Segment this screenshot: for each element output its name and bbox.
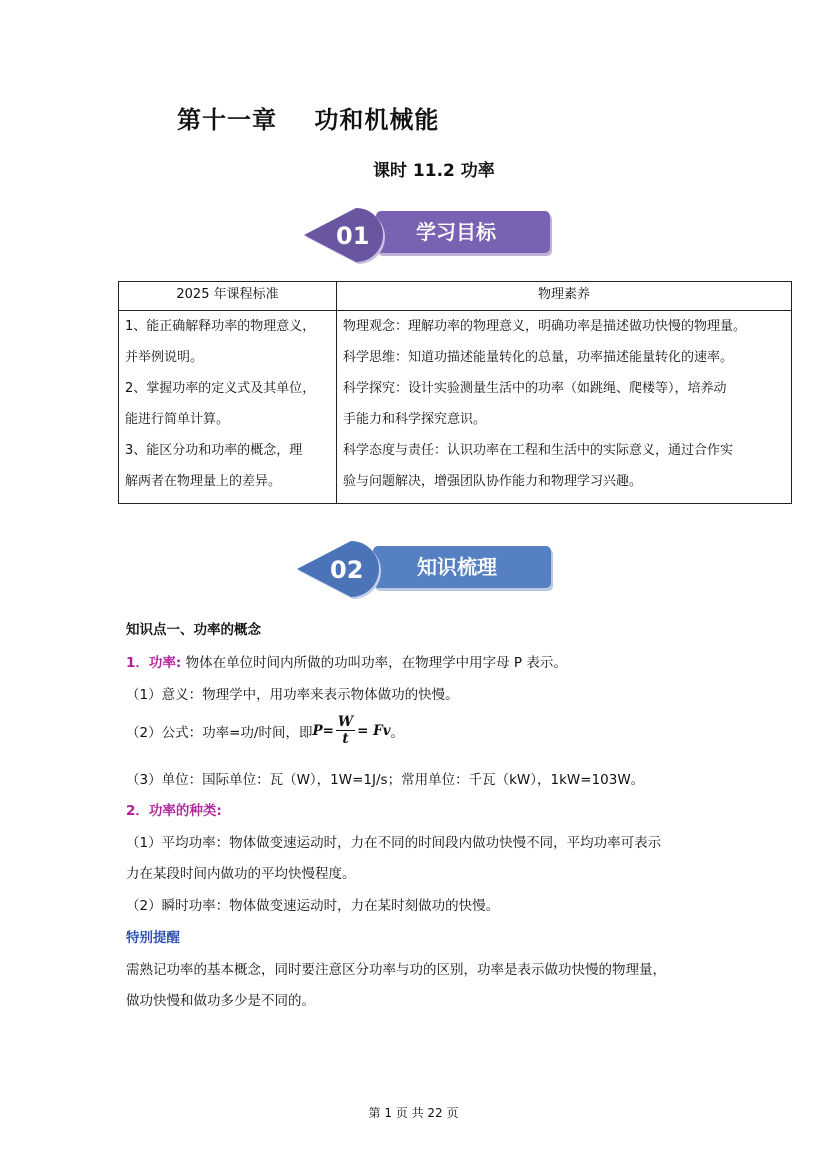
- section-number-02: 02: [330, 556, 364, 584]
- formula-denominator: t: [342, 731, 349, 747]
- avg-power-line2: 力在某段时间内做功的平均快慢程度。: [126, 866, 356, 882]
- lesson-title: 课时 11.2 功率: [373, 161, 495, 181]
- standard-line: 1、能正确解释功率的物理意义，: [125, 319, 316, 334]
- literacy-line: 手能力和科学探究意识。: [343, 412, 487, 427]
- formula-lhs: P: [312, 722, 323, 739]
- literacy-line: 科学探究：设计实验测量生活中的功率（如跳绳、爬楼等），培养动: [343, 381, 727, 396]
- knowledge-point-title: 知识点一、功率的概念: [126, 622, 261, 638]
- section-badge-goals: [300, 206, 556, 268]
- goals-table: [118, 281, 792, 504]
- formula-line: [126, 714, 404, 747]
- formula-end: 。: [390, 724, 405, 741]
- tip-line1: 需熟记功率的基本概念，同时要注意区分功率与功的区别，功率是表示做功快慢的物理量，: [126, 962, 666, 978]
- section-label-goals: 学习目标: [416, 220, 496, 244]
- table-header-literacy: 物理素养: [337, 282, 792, 311]
- formula-prefix: （2）公式：功率=功/时间，即: [126, 724, 313, 741]
- literacy-cell: [337, 311, 792, 504]
- formula-rhs: = Fv: [357, 722, 391, 739]
- section-label-knowledge: 知识梳理: [417, 555, 497, 579]
- inst-power-line: （2）瞬时功率：物体做变速运动时，力在某时刻做功的快慢。: [126, 898, 500, 914]
- literacy-line: 验与问题解决，增强团队协作能力和物理学习兴趣。: [343, 474, 643, 489]
- item1-text: 物体在单位时间内所做的功叫功率，在物理学中用字母 P 表示。: [185, 655, 567, 671]
- literacy-line: 物理观念：理解功率的物理意义，明确功率是描述做功快慢的物理量。: [343, 319, 747, 334]
- unit-line: （3）单位：国际单位：瓦（W），1W=1J/s；常用单位：千瓦（kW），1kW=103W。: [126, 772, 645, 788]
- avg-power-line1: （1）平均功率：物体做变速运动时，力在不同的时间段内做功快慢不同，平均功率可表示: [126, 835, 662, 851]
- section-number-01: 01: [336, 222, 370, 250]
- standard-line: 2、掌握功率的定义式及其单位，: [125, 381, 316, 396]
- standard-line: 能进行简单计算。: [125, 412, 230, 427]
- page-footer: 第 1 页 共 22 页: [368, 1106, 459, 1120]
- literacy-line: 科学态度与责任：认识功率在工程和生活中的实际意义，通过合作实: [343, 443, 734, 458]
- tip-title: 特别提醒: [126, 930, 180, 946]
- meaning-line: （1）意义：物理学中，用功率来表示物体做功的快慢。: [126, 687, 459, 703]
- tip-line2: 做功快慢和做功多少是不同的。: [126, 993, 315, 1009]
- formula-numerator: W: [337, 714, 354, 730]
- item2-label: 2．功率的种类:: [126, 803, 222, 819]
- formula-fraction: [336, 714, 355, 747]
- standards-cell: [119, 311, 337, 504]
- item1-label: 1．功率:: [126, 655, 182, 671]
- section-badge-knowledge: [293, 539, 557, 603]
- power-definition: [126, 651, 567, 671]
- standard-line: 并举例说明。: [125, 350, 204, 365]
- literacy-line: 科学思维：知道功描述能量转化的总量，功率描述能量转化的速率。: [343, 350, 734, 365]
- chapter-title: 第十一章 功和机械能: [177, 106, 440, 134]
- formula-eq: =: [322, 722, 334, 739]
- standard-line: 解两者在物理量上的差异。: [125, 474, 282, 489]
- table-header-standard: 2025 年课程标准: [119, 282, 337, 311]
- standard-line: 3、能区分功和功率的概念，理: [125, 443, 303, 458]
